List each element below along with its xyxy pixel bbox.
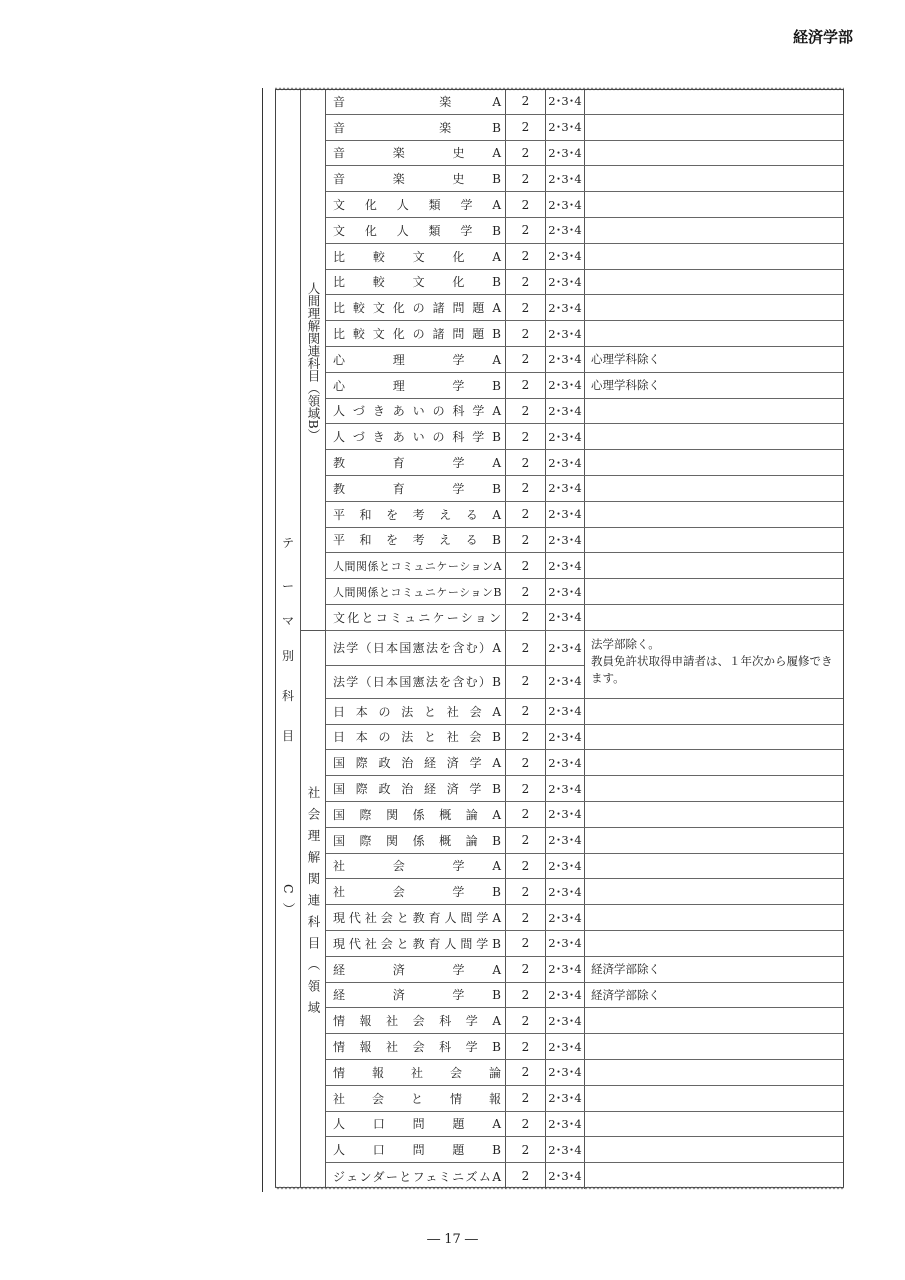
course-name: 人間関係とコミュニケーションB [333,585,501,599]
year-cell: 2･3･4 [546,879,585,904]
course-name-cell [326,450,506,475]
course-name-cell [326,665,506,698]
course-name-cell [326,931,506,956]
note-cell [585,424,844,449]
year-cell: 2･3･4 [546,957,585,982]
course-name-cell [326,1060,506,1085]
wavy-bottom-border [275,1186,844,1190]
year-cell: 2･3･4 [546,1008,585,1033]
note-cell [585,321,844,346]
course-name-cell [326,1086,506,1111]
credits-cell: 2 [506,141,546,166]
course-row [326,115,844,141]
credits-cell: 2 [506,295,546,320]
course-name-cell [326,957,506,982]
course-row [326,905,844,931]
note-cell [585,1060,844,1085]
course-name: 国際政治経済学B [333,782,501,797]
course-name: 経 済 学 B [333,988,501,1003]
credits-cell: 2 [506,905,546,930]
course-name-cell [326,1137,506,1162]
year-cell: 2･3･4 [546,450,585,475]
course-name: 心 理 学 A [333,352,501,367]
course-name: 人間関係とコミュニケーションA [333,559,501,573]
note-cell [585,450,844,475]
year-cell: 2･3･4 [546,579,585,604]
department-header: 経済学部 [792,28,853,46]
course-row [326,879,844,905]
course-name-cell [326,1112,506,1137]
course-name-cell [326,424,506,449]
year-cell: 2･3･4 [546,218,585,243]
year-cell: 2･3･4 [546,828,585,853]
course-name-cell [326,270,506,295]
year-cell: 2･3･4 [546,983,585,1008]
credits-cell: 2 [506,1137,546,1162]
course-row [326,502,844,528]
course-name-cell [326,244,506,269]
year-cell: 2･3･4 [546,424,585,449]
note-cell [585,725,844,750]
course-row [326,141,844,167]
theme-label-char: 目 [281,729,294,743]
credits-cell: 2 [506,166,546,191]
year-cell: 2･3･4 [546,1060,585,1085]
course-name: 教 育 学 B [333,481,501,496]
note-cell [585,295,844,320]
course-row [326,244,844,270]
course-name: 人づきあいの科学A [333,404,501,419]
credits-cell: 2 [506,192,546,217]
note-cell [585,166,844,191]
group-c-cell [281,631,326,1188]
course-name-cell [326,750,506,775]
course-name: 人づきあいの科学B [333,430,501,445]
year-cell: 2･3･4 [546,631,585,665]
course-name-cell [326,725,506,750]
course-row [326,450,844,476]
course-row [326,166,844,192]
course-name-cell [326,1034,506,1059]
year-cell: 2･3･4 [546,1112,585,1137]
course-name: 比 較 文 化 B [333,275,501,290]
note-cell [585,476,844,501]
note-cell [585,828,844,853]
course-row [326,1112,844,1138]
credits-cell: 2 [506,931,546,956]
law-note-line: 教員免許状取得申請者は、１年次から履修できます。 [591,653,833,685]
note-cell [585,502,844,527]
credits-cell: 2 [506,476,546,501]
note-cell [585,605,844,630]
course-name: 国際関係概論A [333,807,501,822]
note-cell [585,750,844,775]
course-row [326,828,844,854]
course-row [326,802,844,828]
course-row [326,931,844,957]
theme-label-char: ー [281,579,294,593]
course-name: 情報社会論 [333,1065,501,1080]
course-name-cell [326,373,506,398]
course-name-cell [326,192,506,217]
course-name-cell [326,905,506,930]
note-cell [585,699,844,724]
course-name: 文化人類学B [333,223,501,238]
course-name-cell [326,502,506,527]
course-row [326,1008,844,1034]
year-cell: 2･3･4 [546,750,585,775]
credits-cell: 2 [506,1086,546,1111]
note-cell [585,553,844,578]
course-name-cell [326,828,506,853]
course-row [326,476,844,502]
credits-cell: 2 [506,528,546,553]
year-cell: 2･3･4 [546,699,585,724]
course-name: 比較文化の諸問題B [333,327,501,342]
theme-label-char: テ [281,536,294,550]
course-name: 平和を考えるB [333,533,501,548]
year-cell: 2･3･4 [546,528,585,553]
note-cell [585,1008,844,1033]
credits-cell: 2 [506,270,546,295]
course-row [326,553,844,579]
year-cell: 2･3･4 [546,373,585,398]
course-name-cell [326,553,506,578]
course-rows [326,89,844,1188]
course-name: 情報社会科学A [333,1014,501,1029]
note-cell [585,89,844,114]
year-cell: 2･3･4 [546,270,585,295]
year-cell: 2･3･4 [546,166,585,191]
credits-cell: 2 [506,1008,546,1033]
year-cell: 2･3･4 [546,605,585,630]
year-cell: 2･3･4 [546,244,585,269]
credits-cell: 2 [506,802,546,827]
year-cell: 2･3･4 [546,1086,585,1111]
credits-cell: 2 [506,854,546,879]
year-cell: 2･3･4 [546,476,585,501]
course-name: 社 会 学 B [333,885,501,900]
note-cell [585,399,844,424]
credits-cell: 2 [506,631,546,665]
course-name: 比 較 文 化 A [333,249,501,264]
theme-label-char: 科 [281,689,294,703]
course-row [326,699,844,725]
course-name-cell [326,879,506,904]
course-name: 平和を考えるA [333,507,501,522]
note-cell [585,1137,844,1162]
course-name: ジェンダーとフェミニズムA [333,1169,501,1184]
course-name: 社 会 学 A [333,859,501,874]
credits-cell: 2 [506,957,546,982]
credits-cell: 2 [506,665,546,698]
course-name-cell [326,983,506,1008]
year-cell: 2･3･4 [546,321,585,346]
course-name-cell [326,347,506,372]
course-name-cell [326,605,506,630]
course-name-cell [326,321,506,346]
course-row [326,725,844,751]
theme-label-char: 別 [281,649,294,663]
course-row [326,373,844,399]
course-row [326,854,844,880]
course-name: 法学（日本国憲法を含む）B [333,674,501,689]
credits-cell: 2 [506,399,546,424]
credits-cell: 2 [506,879,546,904]
course-table [275,89,844,1188]
course-name: 日本の法と社会A [333,704,501,719]
course-name-cell [326,89,506,114]
course-row [326,192,844,218]
credits-cell: 2 [506,1034,546,1059]
group-b-cell [301,89,326,631]
law-note-line: 法学部除く。 [591,636,660,651]
note-cell [585,244,844,269]
credits-cell: 2 [506,828,546,853]
credits-cell: 2 [506,699,546,724]
credits-cell: 2 [506,218,546,243]
course-name: 情報社会科学B [333,1040,501,1055]
credits-cell: 2 [506,450,546,475]
year-cell: 2･3･4 [546,399,585,424]
note-cell: 経済学部除く [591,987,660,1002]
year-cell: 2･3･4 [546,854,585,879]
course-name: 音 楽 B [333,120,501,135]
credits-cell: 2 [506,373,546,398]
credits-cell: 2 [506,750,546,775]
year-cell: 2･3･4 [546,1034,585,1059]
page-number: ― 17 ― [427,1232,478,1247]
note-cell [585,931,844,956]
course-row [326,983,844,1009]
note-cell: 心理学科除く [591,378,660,393]
course-name: 音 楽 史 A [333,146,501,161]
note-cell [585,579,844,604]
year-cell: 2･3･4 [546,141,585,166]
theme-subjects-column [275,89,301,1188]
course-name-cell [326,166,506,191]
course-row [326,665,844,699]
course-name-cell [326,476,506,501]
year-cell: 2･3･4 [546,502,585,527]
year-cell: 2･3･4 [546,1163,585,1189]
credits-cell: 2 [506,776,546,801]
note-cell [585,528,844,553]
course-name-cell [326,776,506,801]
note-cell [585,879,844,904]
note-cell [585,802,844,827]
credits-cell: 2 [506,983,546,1008]
course-row [326,424,844,450]
course-name-cell [326,115,506,140]
course-name: 法学（日本国憲法を含む）A [333,641,501,656]
course-name: 現代社会と教育人間学A [333,911,501,926]
course-name-cell [326,802,506,827]
course-row [326,399,844,425]
course-name: 人 口 問 題 A [333,1117,501,1132]
credits-cell: 2 [506,725,546,750]
year-cell: 2･3･4 [546,1137,585,1162]
course-name: 心 理 学 B [333,378,501,393]
course-row [326,1034,844,1060]
course-row [326,321,844,347]
course-name: 文化人類学A [333,198,501,213]
year-cell: 2･3･4 [546,347,585,372]
credits-cell: 2 [506,579,546,604]
year-cell: 2･3･4 [546,776,585,801]
course-name-cell [326,141,506,166]
course-name: 日本の法と社会B [333,730,501,745]
course-name-cell [326,218,506,243]
course-row [326,1137,844,1163]
course-name: 人 口 問 題 B [333,1143,501,1158]
course-name-cell [326,631,506,665]
note-cell: 心理学科除く [591,352,660,367]
credits-cell: 2 [506,1112,546,1137]
note-cell [585,115,844,140]
group-b-label: 人間理解関連科目（領域B） [306,282,321,442]
course-row [326,295,844,321]
year-cell: 2･3･4 [546,89,585,114]
course-row [326,528,844,554]
note-cell [585,1112,844,1137]
credits-cell: 2 [506,321,546,346]
note-cell [585,854,844,879]
year-cell: 2･3･4 [546,295,585,320]
course-name-cell [326,579,506,604]
note-cell [585,192,844,217]
note-cell [585,776,844,801]
year-cell: 2･3･4 [546,931,585,956]
course-row [326,776,844,802]
credits-cell: 2 [506,244,546,269]
note-cell [585,270,844,295]
course-row [326,218,844,244]
course-row [326,605,844,631]
note-cell: 経済学部除く [591,962,660,977]
course-row [326,347,844,373]
note-cell [585,218,844,243]
course-name: 文化とコミュニケーション [333,610,501,625]
theme-label-char: マ [281,614,294,628]
course-name: 音 楽 史 B [333,172,501,187]
year-cell: 2･3･4 [546,553,585,578]
course-row [326,957,844,983]
note-cell [585,1034,844,1059]
group-c-label: 社会理解関連科目（領域C） [281,785,321,1023]
course-row [326,750,844,776]
year-cell: 2･3･4 [546,725,585,750]
course-name-cell [326,399,506,424]
credits-cell: 2 [506,89,546,114]
course-row [326,1086,844,1112]
note-cell [585,1086,844,1111]
year-cell: 2･3･4 [546,802,585,827]
course-name: 音 楽 A [333,94,501,109]
credits-cell: 2 [506,1163,546,1189]
credits-cell: 2 [506,605,546,630]
course-row [326,579,844,605]
note-cell [585,905,844,930]
credits-cell: 2 [506,347,546,372]
course-name: 教 育 学 A [333,456,501,471]
credits-cell: 2 [506,1060,546,1085]
course-name: 国際政治経済学A [333,756,501,771]
course-name: 国際関係概論B [333,833,501,848]
course-name-cell [326,528,506,553]
course-row [326,270,844,296]
year-cell: 2･3･4 [546,665,585,698]
course-name: 社会と情報 [333,1091,501,1106]
year-cell: 2･3･4 [546,905,585,930]
course-name-cell [326,295,506,320]
course-name: 経 済 学 A [333,962,501,977]
credits-cell: 2 [506,502,546,527]
year-cell: 2･3･4 [546,115,585,140]
course-name: 現代社会と教育人間学B [333,936,501,951]
course-name: 比較文化の諸問題A [333,301,501,316]
credits-cell: 2 [506,553,546,578]
credits-cell: 2 [506,424,546,449]
year-cell: 2･3･4 [546,192,585,217]
course-row [326,1060,844,1086]
note-cell [585,141,844,166]
course-name-cell [326,854,506,879]
course-row [326,89,844,115]
course-name-cell [326,699,506,724]
credits-cell: 2 [506,115,546,140]
course-name-cell [326,1008,506,1033]
margin-rule [262,88,263,1192]
